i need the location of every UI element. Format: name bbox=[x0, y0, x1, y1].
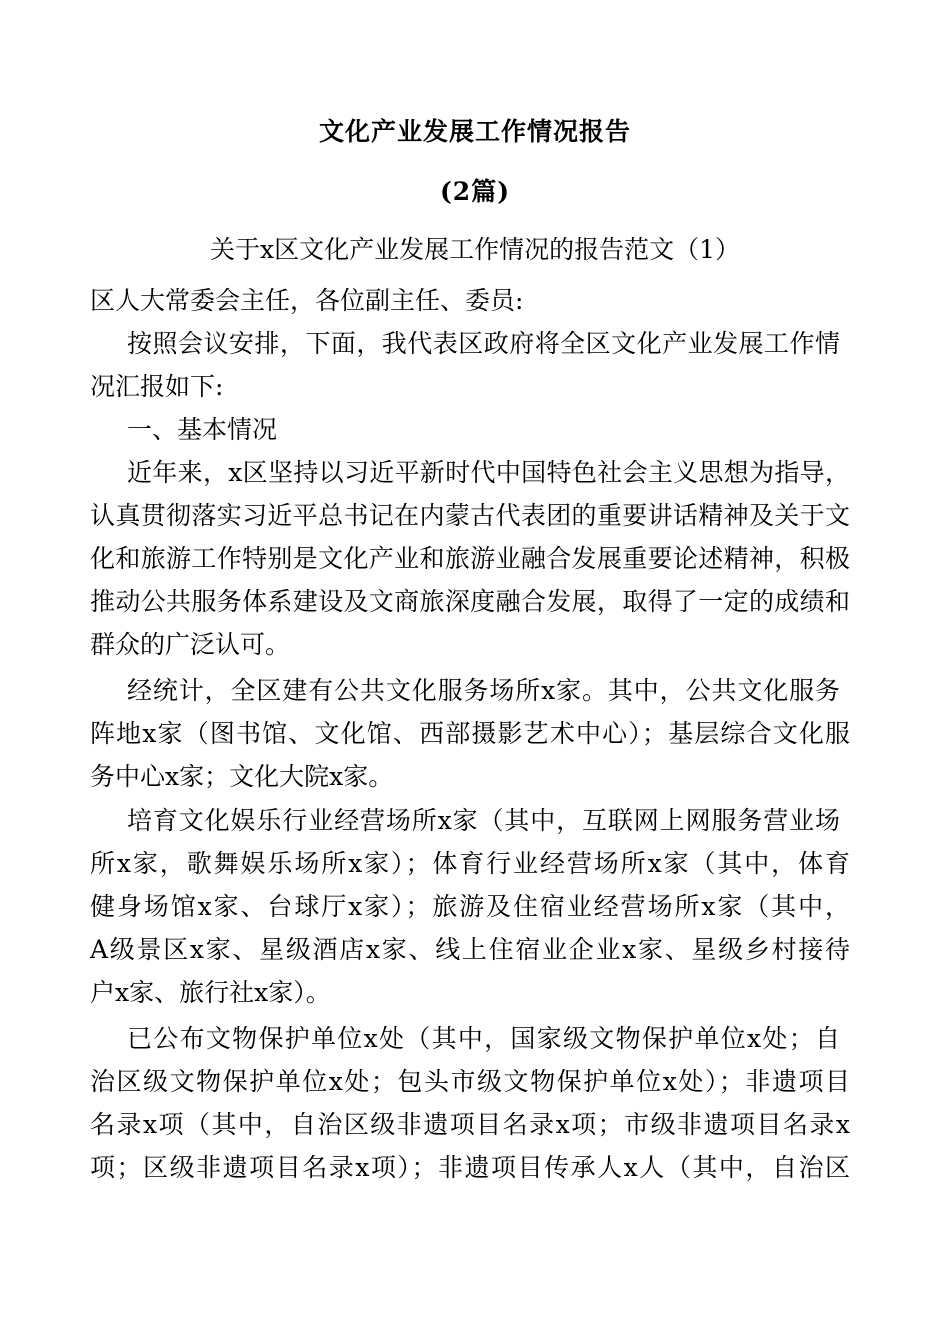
paragraph-line: 名录x项（其中，自治区级非遗项目名录x项；市级非遗项目名录x bbox=[90, 1110, 850, 1139]
paragraph-line: 按照会议安排，下面，我代表区政府将全区文化产业发展工作情 bbox=[127, 329, 840, 358]
paragraph-line: 健身场馆x家、台球厅x家）；旅游及住宿业经营场所x家（其中， bbox=[90, 892, 850, 921]
document-title-count: (2篇) bbox=[439, 177, 511, 206]
paragraph-line: 化和旅游工作特别是文化产业和旅游业融合发展重要论述精神，积极 bbox=[90, 544, 850, 573]
paragraph-line: 项；区级非遗项目名录x项）；非遗项目传承人x人（其中，自治区 bbox=[90, 1153, 850, 1182]
document-subtitle: 关于x区文化产业发展工作情况的报告范文（1） bbox=[209, 235, 740, 264]
paragraph-line: 已公布文物保护单位x处（其中，国家级文物保护单位x处；自 bbox=[127, 1024, 840, 1053]
section-heading: 一、基本情况 bbox=[127, 415, 278, 444]
paragraph-line: 培育文化娱乐行业经营场所x家（其中，互联网上网服务营业场 bbox=[127, 806, 840, 835]
paragraph-line: 务中心x家；文化大院x家。 bbox=[90, 762, 394, 791]
document-title: 文化产业发展工作情况报告 bbox=[318, 117, 631, 146]
paragraph-line: 阵地x家（图书馆、文化馆、西部摄影艺术中心）；基层综合文化服 bbox=[90, 719, 850, 748]
paragraph-line: A级景区x家、星级酒店x家、线上住宿业企业x家、星级乡村接待 bbox=[90, 935, 850, 964]
paragraph-line: 推动公共服务体系建设及文商旅深度融合发展，取得了一定的成绩和 bbox=[90, 587, 850, 616]
paragraph-line: 近年来，x区坚持以习近平新时代中国特色社会主义思想为指导， bbox=[127, 458, 850, 487]
paragraph-line: 所x家，歌舞娱乐场所x家）；体育行业经营场所x家（其中，体育 bbox=[90, 849, 850, 878]
paragraph-line: 况汇报如下: bbox=[90, 372, 224, 401]
salutation: 区人大常委会主任，各位副主任、委员: bbox=[90, 286, 524, 315]
paragraph-line: 认真贯彻落实习近平总书记在内蒙古代表团的重要讲话精神及关于文 bbox=[90, 501, 850, 530]
paragraph-line: 治区级文物保护单位x处；包头市级文物保护单位x处）；非遗项目 bbox=[90, 1067, 850, 1096]
paragraph-line: 经统计，全区建有公共文化服务场所x家。其中，公共文化服务 bbox=[127, 676, 840, 705]
paragraph-line: 群众的广泛认可。 bbox=[90, 630, 291, 659]
paragraph-line: 户x家、旅行社x家）。 bbox=[90, 978, 331, 1007]
